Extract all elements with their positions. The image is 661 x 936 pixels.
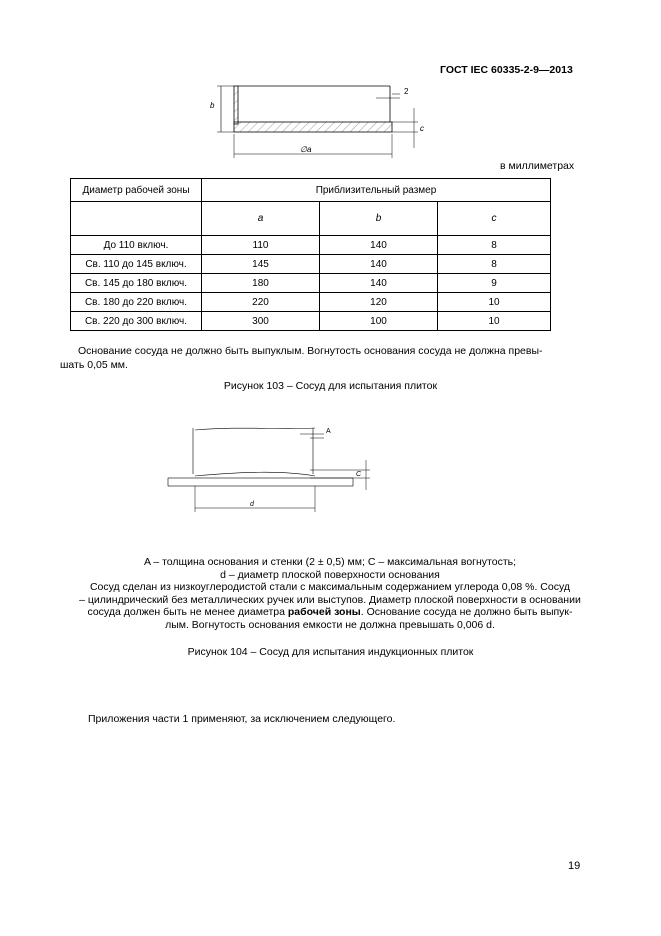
legend-line-1: A – толщина основания и стенки (2 ± 0,5) мм; C – максимальная вогнутость; [143, 556, 517, 568]
flat-plate [168, 478, 353, 486]
label-d: d [250, 501, 254, 508]
figure-103-drawing [200, 78, 440, 162]
annex-text: Приложения части 1 применяют, за исключением следующего. [88, 713, 396, 725]
cell-b: 100 [320, 312, 438, 331]
units-label: в миллиметрах [500, 160, 575, 172]
label-c: c [420, 124, 424, 133]
table-row [71, 236, 551, 255]
table-row [71, 293, 551, 312]
table-subheader-row [71, 202, 551, 236]
subheader-b: b [320, 202, 438, 236]
dimensions-table [70, 178, 551, 331]
cell-b: 140 [320, 255, 438, 274]
cell-c: 9 [438, 274, 551, 293]
note-line-2: шать 0,05 мм. [60, 359, 128, 371]
figure-104-legend [40, 556, 620, 631]
cell-c: 10 [438, 293, 551, 312]
cell-zone: Св. 180 до 220 включ. [71, 293, 202, 312]
label-C: C [356, 471, 362, 478]
note-line-1: Основание сосуда не должно быть выпуклым. Вогнутость основания сосуда не должна превы- [78, 345, 543, 357]
subheader-a: a [202, 202, 320, 236]
cell-zone: Св. 110 до 145 включ. [71, 255, 202, 274]
vessel-base [234, 122, 392, 132]
figure-103-caption: Рисунок 103 – Сосуд для испытания плиток [223, 380, 438, 392]
legend-line-4: – цилиндрический без металлических ручек или выступов. Диаметр плоской поверхности в основании [79, 593, 581, 606]
label-b: b [210, 101, 215, 110]
cell-b: 140 [320, 236, 438, 255]
table-row [71, 255, 551, 274]
cell-c: 8 [438, 236, 551, 255]
table-row [71, 312, 551, 331]
table-header-row [71, 179, 551, 202]
table-row [71, 274, 551, 293]
standard-number: ГОСТ IEC 60335-2-9—2013 [440, 64, 573, 76]
header-zone-diameter: Диаметр рабочей зоны [71, 179, 202, 202]
legend-line-3: Сосуд сделан из низкоуглеродистой стали с максимальным содержанием углерода 0,08 %. Сосуд [89, 581, 571, 593]
label-2: 2 [404, 87, 409, 96]
vessel-base [195, 472, 315, 476]
figure-104-drawing [160, 420, 370, 520]
subheader-c: c [438, 202, 551, 236]
vessel-wall [234, 86, 238, 124]
cell-a: 110 [202, 236, 320, 255]
cell-b: 120 [320, 293, 438, 312]
page-number: 19 [568, 860, 581, 872]
cell-zone: Св. 220 до 300 включ. [71, 312, 202, 331]
legend-line-5: сосуда должен быть не менее диаметра рабочей зоны. Основание сосуда не должно быть выпук- [87, 606, 573, 618]
cell-zone: До 110 включ. [71, 236, 202, 255]
header-approx-size: Приблизительный размер [202, 179, 551, 202]
legend-line-2: d – диаметр плоской поверхности основания [220, 568, 440, 581]
legend-line-6: лым. Вогнутость основания емкости не должна превышать 0,006 d. [165, 618, 495, 631]
cell-a: 180 [202, 274, 320, 293]
cell-c: 8 [438, 255, 551, 274]
cell-a: 220 [202, 293, 320, 312]
cell-b: 140 [320, 274, 438, 293]
figure-104-caption: Рисунок 104 – Сосуд для испытания индукционных плиток [187, 646, 474, 658]
label-A: A [326, 428, 331, 435]
cell-a: 145 [202, 255, 320, 274]
cell-zone: Св. 145 до 180 включ. [71, 274, 202, 293]
cell-a: 300 [202, 312, 320, 331]
label-a: ∅a [300, 145, 312, 154]
cell-c: 10 [438, 312, 551, 331]
